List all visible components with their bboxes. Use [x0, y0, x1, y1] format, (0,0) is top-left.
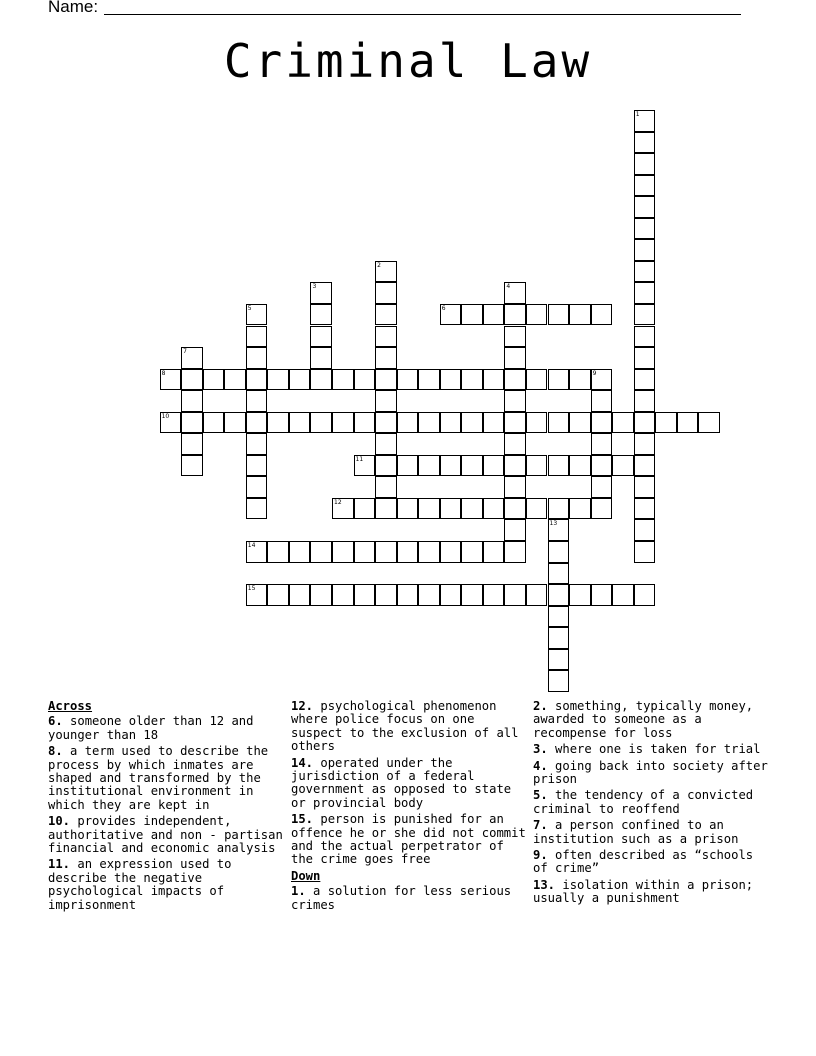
grid-cell[interactable] [440, 304, 462, 326]
grid-cell[interactable] [526, 304, 548, 326]
grid-cell[interactable] [267, 412, 289, 434]
cell-number: 15 [247, 585, 256, 593]
cell-number: 7 [183, 348, 187, 356]
grid-cell[interactable] [548, 563, 570, 585]
grid-cell[interactable] [246, 433, 268, 455]
clue-number: 1. [291, 884, 306, 899]
clue-number: 11. [48, 857, 71, 872]
grid-cell[interactable] [483, 541, 505, 563]
clue-number: 4. [533, 758, 548, 773]
grid-cell[interactable] [569, 584, 591, 606]
cell-number: 10 [161, 412, 170, 420]
grid-cell[interactable] [483, 584, 505, 606]
clue-number: 14. [291, 755, 314, 770]
clue-down-4 [533, 760, 773, 787]
grid-cell[interactable] [354, 498, 376, 520]
grid-cell[interactable] [569, 304, 591, 326]
grid-cell[interactable] [634, 153, 656, 175]
grid-cell[interactable] [181, 433, 203, 455]
grid-cell[interactable] [548, 455, 570, 477]
grid-cell[interactable] [504, 476, 526, 498]
clue-number: 13. [533, 877, 556, 892]
grid-cell[interactable] [246, 326, 268, 348]
cell-number: 8 [161, 369, 166, 377]
grid-cell[interactable] [461, 541, 483, 563]
clue-text: psychological phenomenon where police focus on one suspect to the exclusion of all others [291, 699, 519, 754]
clue-down-1 [291, 885, 527, 912]
grid-cell[interactable] [181, 390, 203, 412]
grid-cell[interactable] [548, 606, 570, 628]
grid-cell[interactable] [354, 584, 376, 606]
grid-cell[interactable] [548, 584, 570, 606]
grid-cell[interactable] [526, 412, 548, 434]
grid-cell[interactable] [418, 498, 440, 520]
grid-cell[interactable] [548, 519, 570, 541]
grid-cell[interactable] [634, 541, 656, 563]
grid-cell[interactable] [634, 175, 656, 197]
grid-cell[interactable] [246, 498, 268, 520]
grid-cell[interactable] [246, 369, 268, 391]
grid-cell[interactable] [203, 369, 225, 391]
grid-cell[interactable] [504, 282, 526, 304]
grid-cell[interactable] [483, 369, 505, 391]
grid-cell[interactable] [461, 455, 483, 477]
grid-cell[interactable] [310, 304, 332, 326]
grid-cell[interactable] [375, 498, 397, 520]
grid-cell[interactable] [504, 541, 526, 563]
grid-cell[interactable] [461, 498, 483, 520]
grid-cell[interactable] [548, 498, 570, 520]
grid-cell[interactable] [181, 455, 203, 477]
grid-cell[interactable] [483, 304, 505, 326]
grid-cell[interactable] [181, 347, 203, 369]
clue-across-15 [291, 813, 527, 867]
clue-across-12 [291, 700, 527, 754]
grid-cell[interactable] [634, 347, 656, 369]
clue-across-10 [48, 815, 284, 855]
cell-number: 14 [247, 542, 256, 549]
grid-cell[interactable] [483, 455, 505, 477]
grid-cell[interactable] [526, 455, 548, 477]
clue-number: 2. [533, 699, 548, 713]
grid-cell[interactable] [504, 304, 526, 326]
grid-cell[interactable] [310, 541, 332, 563]
grid-cell[interactable] [310, 326, 332, 348]
clue-number: 10. [48, 814, 71, 829]
grid-cell[interactable] [332, 369, 354, 391]
clue-across-6 [48, 715, 284, 742]
clue-number: 5. [533, 788, 548, 803]
grid-cell[interactable] [332, 584, 354, 606]
clue-text: isolation within a prison; usually a punishment [533, 877, 754, 906]
clues-column-3 [533, 700, 773, 909]
grid-cell[interactable] [504, 455, 526, 477]
grid-cell[interactable] [591, 498, 613, 520]
grid-cell[interactable] [569, 498, 591, 520]
grid-cell[interactable] [289, 541, 311, 563]
clue-text: someone older than 12 and younger than 18 [48, 714, 254, 742]
clue-down-9 [533, 849, 773, 876]
grid-cell[interactable] [418, 584, 440, 606]
grid-cell[interactable] [634, 326, 656, 348]
clue-text: provides independent, authoritative and non - partisan financial and economic analysis [48, 814, 283, 856]
grid-cell[interactable] [332, 412, 354, 434]
grid-cell[interactable] [160, 369, 182, 391]
grid-cell[interactable] [375, 304, 397, 326]
grid-cell[interactable] [504, 584, 526, 606]
clue-down-7 [533, 819, 773, 846]
grid-cell[interactable] [591, 433, 613, 455]
grid-cell[interactable] [569, 455, 591, 477]
grid-cell[interactable] [591, 390, 613, 412]
grid-cell[interactable] [224, 369, 246, 391]
cell-number: 11 [355, 455, 364, 463]
clue-text: an expression used to describe the negative psychological impacts of imprisonment [48, 857, 232, 912]
clue-text: where one is taken for trial [555, 742, 761, 757]
grid-cell[interactable] [526, 584, 548, 606]
cell-number: 13 [549, 520, 558, 528]
grid-cell[interactable] [461, 412, 483, 434]
grid-cell[interactable] [246, 412, 268, 434]
down-heading: Down [291, 868, 321, 883]
grid-cell[interactable] [634, 476, 656, 498]
clues-column-1 [48, 700, 284, 915]
clue-text: often described as “schools of crime” [533, 848, 754, 876]
grid-cell[interactable] [634, 282, 656, 304]
grid-cell[interactable] [332, 541, 354, 563]
grid-cell[interactable] [418, 369, 440, 391]
grid-cell[interactable] [634, 132, 656, 154]
grid-cell[interactable] [246, 455, 268, 477]
grid-cell[interactable] [504, 369, 526, 391]
grid-cell[interactable] [634, 390, 656, 412]
grid-cell[interactable] [634, 433, 656, 455]
grid-cell[interactable] [289, 369, 311, 391]
grid-cell[interactable] [548, 412, 570, 434]
grid-cell[interactable] [698, 412, 720, 434]
grid-cell[interactable] [440, 455, 462, 477]
clue-number: 7. [533, 818, 548, 833]
grid-cell[interactable] [375, 433, 397, 455]
grid-cell[interactable] [504, 433, 526, 455]
grid-cell[interactable] [203, 412, 225, 434]
clue-text: the tendency of a convicted criminal to reoffend [533, 788, 754, 816]
grid-cell[interactable] [397, 412, 419, 434]
grid-cell[interactable] [440, 498, 462, 520]
grid-cell[interactable] [440, 412, 462, 434]
grid-cell[interactable] [375, 369, 397, 391]
grid-cell[interactable] [612, 584, 634, 606]
grid-cell[interactable] [310, 369, 332, 391]
grid-cell[interactable] [591, 304, 613, 326]
grid-cell[interactable] [504, 412, 526, 434]
grid-cell[interactable] [634, 239, 656, 261]
cell-number: 2 [377, 261, 381, 269]
grid-cell[interactable] [375, 282, 397, 304]
grid-cell[interactable] [548, 541, 570, 563]
clue-text: going back into society after prison [533, 758, 768, 787]
grid-cell[interactable] [224, 412, 246, 434]
cell-number: 3 [312, 283, 317, 291]
grid-cell[interactable] [461, 369, 483, 391]
grid-cell[interactable] [634, 110, 656, 132]
grid-cell[interactable] [461, 304, 483, 326]
clue-across-11 [48, 858, 284, 912]
grid-cell[interactable] [504, 326, 526, 348]
page-title: Criminal Law [223, 34, 593, 88]
clue-number: 15. [291, 812, 314, 827]
grid-cell[interactable] [375, 261, 397, 283]
clue-across-14 [291, 757, 527, 811]
name-label: Name: [48, 0, 99, 16]
grid-cell[interactable] [483, 412, 505, 434]
grid-cell[interactable] [440, 584, 462, 606]
grid-cell[interactable] [418, 455, 440, 477]
cell-number: 9 [592, 369, 597, 377]
clue-number: 9. [533, 848, 548, 863]
grid-cell[interactable] [289, 412, 311, 434]
across-heading: Across [48, 699, 93, 713]
grid-cell[interactable] [397, 369, 419, 391]
grid-cell[interactable] [634, 498, 656, 520]
grid-cell[interactable] [418, 412, 440, 434]
clue-down-2 [533, 700, 773, 740]
grid-cell[interactable] [634, 304, 656, 326]
grid-cell[interactable] [504, 390, 526, 412]
grid-cell[interactable] [655, 412, 677, 434]
clue-down-3 [533, 743, 773, 756]
clue-text: something, typically money, awarded to someone as a recompense for loss [533, 699, 754, 740]
grid-cell[interactable] [591, 369, 613, 391]
grid-cell[interactable] [440, 541, 462, 563]
grid-cell[interactable] [634, 218, 656, 240]
clue-text: person is punished for an offence he or she did not commit and the actual perpetrator of the crime goes free [291, 812, 526, 867]
grid-cell[interactable] [375, 455, 397, 477]
clue-text: operated under the jurisdiction of a federal government as opposed to state or provincial body [291, 755, 512, 810]
grid-cell[interactable] [354, 541, 376, 563]
cell-number: 5 [247, 304, 252, 312]
grid-cell[interactable] [397, 455, 419, 477]
grid-cell[interactable] [591, 412, 613, 434]
grid-cell[interactable] [548, 649, 570, 671]
grid-cell[interactable] [332, 498, 354, 520]
grid-cell[interactable] [634, 519, 656, 541]
grid-cell[interactable] [310, 412, 332, 434]
grid-cell[interactable] [612, 412, 634, 434]
grid-cell[interactable] [289, 584, 311, 606]
grid-cell[interactable] [375, 390, 397, 412]
grid-cell[interactable] [591, 476, 613, 498]
grid-cell[interactable] [160, 412, 182, 434]
grid-cell[interactable] [461, 584, 483, 606]
grid-cell[interactable] [634, 261, 656, 283]
clue-number: 6. [48, 714, 63, 729]
grid-cell[interactable] [418, 541, 440, 563]
grid-cell[interactable] [634, 455, 656, 477]
clue-text: a term used to describe the process by which inmates are shaped and transformed by the institutional environment in which they are kept in [48, 744, 269, 812]
grid-cell[interactable] [591, 455, 613, 477]
grid-cell[interactable] [483, 498, 505, 520]
grid-cell[interactable] [310, 282, 332, 304]
grid-cell[interactable] [375, 347, 397, 369]
grid-cell[interactable] [310, 347, 332, 369]
grid-cell[interactable] [246, 390, 268, 412]
grid-cell[interactable] [677, 412, 699, 434]
grid-cell[interactable] [375, 584, 397, 606]
grid-cell[interactable] [246, 347, 268, 369]
grid-cell[interactable] [354, 369, 376, 391]
grid-cell[interactable] [375, 412, 397, 434]
grid-cell[interactable] [504, 347, 526, 369]
clues-column-2 [291, 700, 527, 915]
grid-cell[interactable] [246, 304, 268, 326]
grid-cell[interactable] [634, 196, 656, 218]
grid-cell[interactable] [397, 541, 419, 563]
grid-cell[interactable] [526, 369, 548, 391]
cell-number: 4 [506, 283, 511, 291]
grid-cell[interactable] [267, 541, 289, 563]
grid-cell[interactable] [504, 498, 526, 520]
cell-number: 1 [635, 111, 640, 118]
clue-number: 8. [48, 744, 63, 759]
grid-cell[interactable] [548, 627, 570, 649]
grid-cell[interactable] [375, 326, 397, 348]
grid-cell[interactable] [375, 476, 397, 498]
grid-cell[interactable] [397, 584, 419, 606]
grid-cell[interactable] [634, 412, 656, 434]
grid-cell[interactable] [354, 455, 376, 477]
grid-cell[interactable] [548, 670, 570, 692]
grid-cell[interactable] [181, 369, 203, 391]
cell-number: 6 [441, 304, 446, 312]
grid-cell[interactable] [548, 304, 570, 326]
clue-down-13 [533, 879, 773, 906]
grid-cell[interactable] [440, 369, 462, 391]
grid-cell[interactable] [267, 584, 289, 606]
grid-cell[interactable] [181, 412, 203, 434]
grid-cell[interactable] [354, 412, 376, 434]
grid-cell[interactable] [375, 541, 397, 563]
grid-cell[interactable] [548, 369, 570, 391]
grid-cell[interactable] [267, 369, 289, 391]
clue-number: 3. [533, 742, 548, 757]
grid-cell[interactable] [569, 412, 591, 434]
grid-cell[interactable] [246, 476, 268, 498]
grid-cell[interactable] [612, 455, 634, 477]
grid-cell[interactable] [397, 498, 419, 520]
grid-cell[interactable] [310, 584, 332, 606]
clue-down-5 [533, 789, 773, 816]
cell-number: 12 [334, 498, 342, 506]
clue-text: a solution for less serious crimes [291, 884, 512, 912]
grid-cell[interactable] [246, 541, 268, 563]
clue-across-8 [48, 745, 284, 812]
clue-text: a person confined to an institution such as a prison [533, 818, 739, 846]
grid-cell[interactable] [591, 584, 613, 606]
grid-cell[interactable] [634, 369, 656, 391]
grid-cell[interactable] [526, 498, 548, 520]
clue-number: 12. [291, 699, 314, 713]
grid-cell[interactable] [504, 519, 526, 541]
grid-cell[interactable] [246, 584, 268, 606]
grid-cell[interactable] [634, 584, 656, 606]
grid-cell[interactable] [569, 369, 591, 391]
